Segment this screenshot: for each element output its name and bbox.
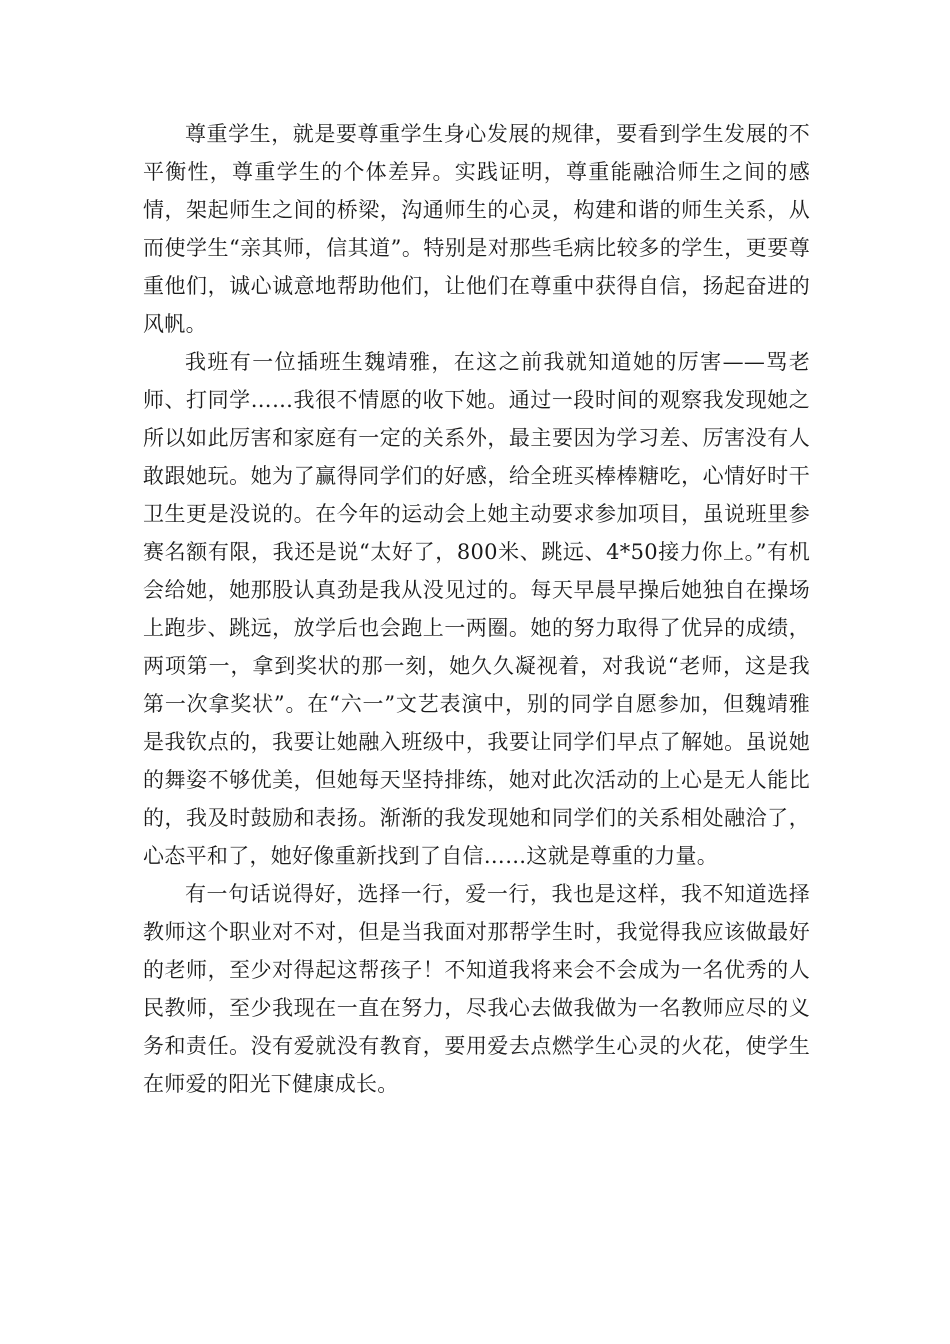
- paragraph-respect-students: 尊重学生，就是要尊重学生身心发展的规律，要看到学生发展的不平衡性，尊重学生的个体差异。实践证明，尊重能融洽师生之间的感情，架起师生之间的桥梁，沟通师生的心灵，构建和谐的师生关系，从而使学生“亲其师，信其道”。特别是对那些毛病比较多的学生，更要尊重他们，诚心诚意地帮助他们，让他们在尊重中获得自信，扬起奋进的风帆。: [143, 122, 810, 336]
- document-body: [143, 115, 810, 1103]
- paragraph-student-story: 我班有一位插班生魏靖雅，在这之前我就知道她的厉害——骂老师、打同学……我很不情愿的收下她。通过一段时间的观察我发现她之所以如此厉害和家庭有一定的关系外，最主要因为学习差、厉害没有人敢跟她玩。她为了赢得同学们的好感，给全班买棒棒糖吃，心情好时干卫生更是没说的。在今年的运动会上她主动要求参加项目，虽说班里参赛名额有限，我还是说“太好了，800米、跳远、4*50接力你上。”有机会给她，她那股认真劲是我从没见过的。每天早晨早操后她独自在操场上跑步、跳远，放学后也会跑上一两圈。她的努力取得了优异的成绩，两项第一，拿到奖状的那一刻，她久久凝视着，对我说“老师，这是我第一次拿奖状”。在“六一”文艺表演中，别的同学自愿参加，但魏靖雅是我钦点的，我要让她融入班级中，我要让同学们早点了解她。虽说她的舞姿不够优美，但她每天坚持排练，她对此次活动的上心是无人能比的，我及时鼓励和表扬。渐渐的我发现她和同学们的关系相处融洽了，心态平和了，她好像重新找到了自信……这就是尊重的力量。: [143, 350, 810, 868]
- paragraph-teacher-reflection: 有一句话说得好，选择一行，爱一行，我也是这样，我不知道选择教师这个职业对不对，但是当我面对那帮学生时，我觉得我应该做最好的老师，至少对得起这帮孩子！不知道我将来会不会成为一名优秀的人民教师，至少我现在一直在努力，尽我心去做我做为一名教师应尽的义务和责任。没有爱就没有教育，要用爱去点燃学生心灵的火花，使学生在师爱的阳光下健康成长。: [143, 882, 810, 1096]
